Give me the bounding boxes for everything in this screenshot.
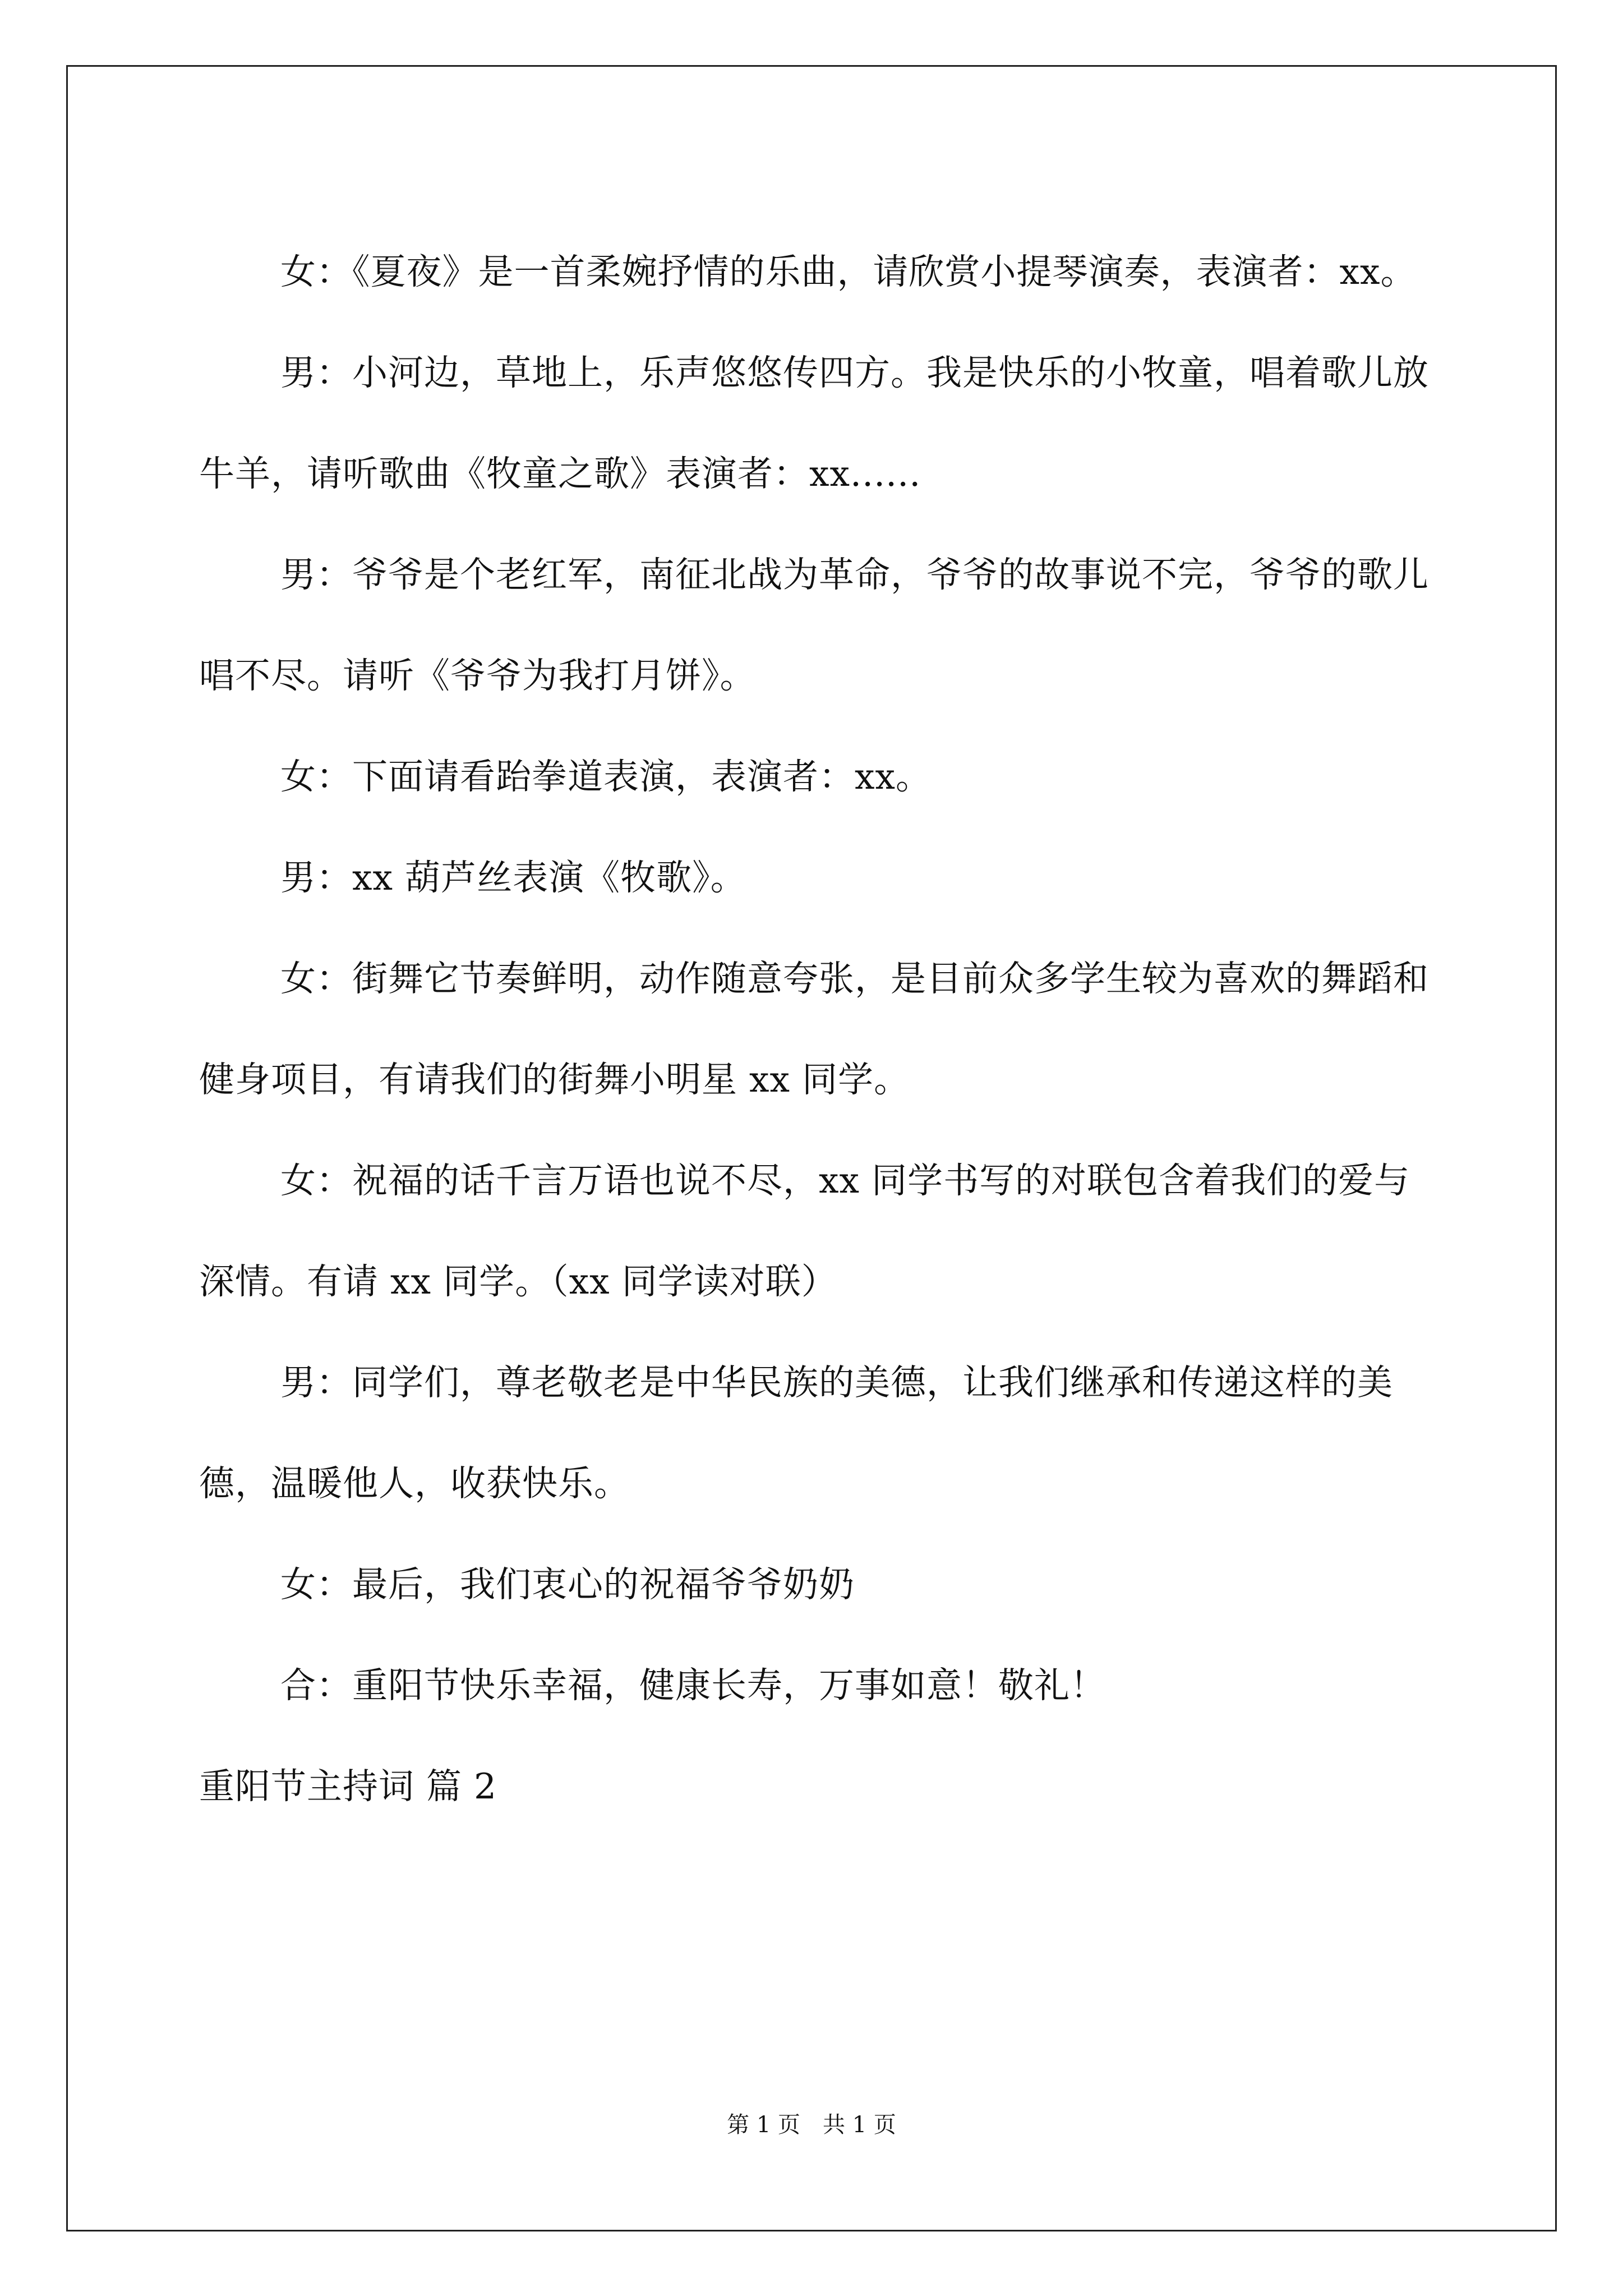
page-footer: 第 1 页 共 1 页 xyxy=(727,2112,896,2138)
paragraph-3: 男：爷爷是个老红军，南征北战为革命，爷爷的故事说不完，爷爷的歌儿唱不尽。请听《爷爷为我打月饼》。 xyxy=(199,554,1429,696)
paragraph-1: 女：《夏夜》是一首柔婉抒情的乐曲，请欣赏小提琴演奏，表演者：xx。 xyxy=(280,251,1417,292)
document-body xyxy=(199,222,1441,1837)
section-title: 重阳节主持词 篇 2 xyxy=(199,1766,497,1807)
paragraph-9: 女：最后，我们衷心的祝福爷爷奶奶 xyxy=(280,1564,855,1605)
paragraph-7: 女：祝福的话千言万语也说不尽，xx 同学书写的对联包含着我们的爱与深情。有请 xx 同学。（xx 同学读对联） xyxy=(199,1160,1410,1302)
paragraph-8: 男：同学们，尊老敬老是中华民族的美德，让我们继承和传递这样的美德，温暖他人，收获快乐。 xyxy=(199,1362,1393,1504)
paragraph-5: 男：xx 葫芦丝表演《牧歌》。 xyxy=(280,857,746,898)
paragraph-10: 合：重阳节快乐幸福，健康长寿，万事如意！敬礼！ xyxy=(280,1665,1106,1706)
paragraph-4: 女：下面请看跆拳道表演，表演者：xx。 xyxy=(280,756,932,797)
paragraph-2: 男：小河边，草地上，乐声悠悠传四方。我是快乐的小牧童，唱着歌儿放牛羊，请听歌曲《牧童之歌》表演者：xx...... xyxy=(199,352,1429,494)
paragraph-6: 女：街舞它节奏鲜明，动作随意夸张，是目前众多学生较为喜欢的舞蹈和健身项目，有请我们的街舞小明星 xx 同学。 xyxy=(199,958,1429,1100)
